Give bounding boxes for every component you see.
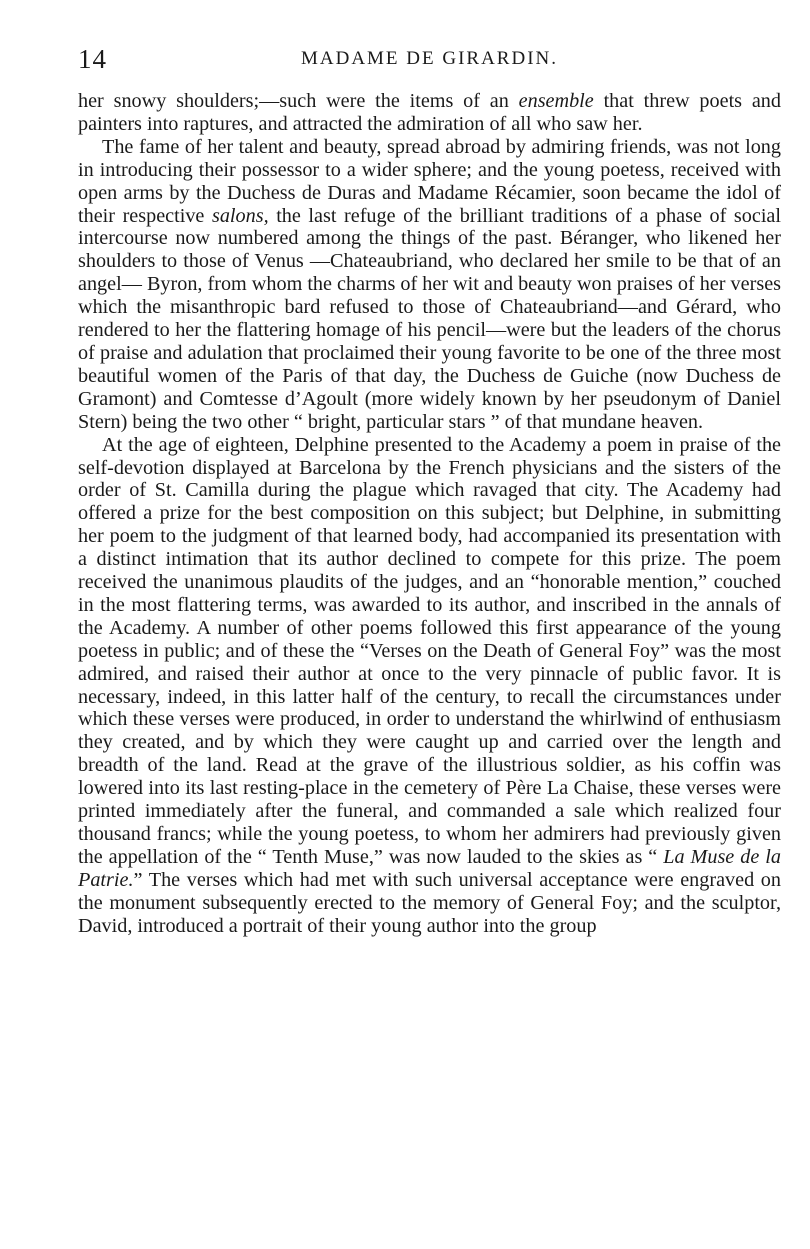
italic-term-salons: salons, [211,204,269,227]
italic-term-ensemble: ensemble [518,90,594,112]
text-segment: At the age of eighteen, Delphine presented to the Academy a poem in praise of the self-devotion displayed at Barcelona by the French physicians and the sisters of the order of St. Camilla during the plague which ravaged that city. The Academy had offered a prize for the best composition on this subject; but Delphine, in submitting her poem to the judgment of that learned body, had accompanied its presentation with a distinct intimation that its author declined to compete for this prize. The poem received the unanimous plaudits of the judges, and an “honorable mention,” couched in the most flattering terms, was awarded to its author, and inscribed in the annals of the Academy. A number of other poems followed this first appearance of the young poetess in public; and of these the “Verses on the Death of General Foy” was the most admired, and raised their author at once to the very pinnacle of public favor. It is necessary, indeed, in this latter half of the century, to recall the circumstances under which these verses were produced, in order to understand the whirlwind of enthusiasm they created, and by which they were caught up and carried over the length and breadth of the land. Read at the grave of the illustrious soldier, as his coffin was lowered into its last resting-place in the cemetery of Père La Chaise, these verses were printed immediately after the funeral, and commanded a sale which realized four thousand francs; while the young poetess, to whom her admirers had previously given the appellation of the “ Tenth Muse,” was now lauded to the skies as “ [78,433,781,868]
text-segment: that threw poets and painters into raptures, and attracted the admiration of all who saw her. [78,90,781,135]
paragraph [78,136,781,434]
text-segment: ” The verses which had met with such universal acceptance were engraved on the monument subsequently erected to the memory of General Foy; and the sculptor, David, introduced a portrait of their young author into the group [78,868,781,937]
book-page [78,44,781,938]
running-title: MADAME DE GIRARDIN. [300,48,559,69]
text-segment: The fame of her talent and beauty, spread abroad by admiring friends, was not long in introducing their possessor to a wider sphere; and the young poetess, received with open arms by the Duchess de Duras and Madame Récamier, soon became the idol of their respective [78,135,781,227]
paragraph [78,90,781,136]
page-header [78,44,781,80]
italic-title-la-muse: La Muse de la Patrie. [78,845,781,891]
text-segment: her snowy shoulders;—such were the items of an [78,90,519,112]
body-text [78,90,781,938]
page-number: 14 [78,44,107,74]
text-segment: the last refuge of the brilliant traditions of a phase of social intercourse now numbered among the things of the past. Béranger, who likened her shoulders to those of Venus —Chateaubriand, who declared her smile to be that of an angel— Byron, from whom the charms of her wit and beauty won praises of her verses which the misanthropic bard refused to those of Chateaubriand—and Gérard, who rendered to her the flattering homage of his pencil—were but the leaders of the chorus of praise and adulation that proclaimed their young favorite to be one of the three most beautiful women of the Paris of that day, the Duchess de Guiche (now Duchess de Gramont) and Comtesse d’Agoult (more widely known by her pseudonym of Daniel Stern) being the two other “ bright, particular stars ” of that mundane heaven. [78,204,782,433]
paragraph [78,434,781,938]
